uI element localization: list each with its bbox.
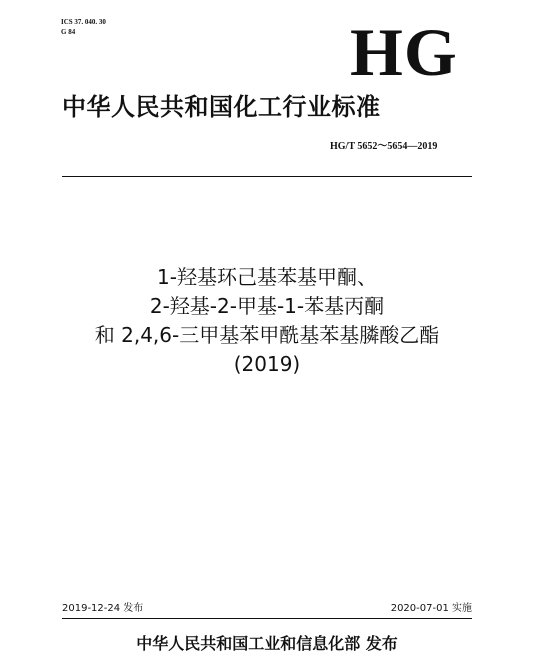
issue-date: 2019-12-24 发布	[62, 603, 144, 614]
title-line: 1-羟基环己基苯基甲酮、	[157, 265, 377, 289]
title-line: 和 2,4,6-三甲基苯甲酰基苯基膦酸乙酯	[94, 323, 440, 347]
standard-codes	[61, 17, 106, 37]
header-divider	[62, 176, 472, 177]
document-title	[62, 263, 472, 379]
issuing-authority: 中华人民共和国工业和信息化部 发布	[136, 634, 398, 653]
implementation-date: 2020-07-01 实施	[390, 603, 472, 614]
title-year: (2019)	[233, 352, 301, 376]
classification-code: G 84	[61, 28, 76, 36]
hg-logo: HG	[350, 14, 458, 90]
footer-divider	[62, 618, 472, 619]
title-line: 2-羟基-2-甲基-1-苯基丙酮	[149, 294, 385, 318]
ics-code: ICS 37. 040. 30	[61, 18, 106, 26]
organization-title: 中华人民共和国化工行业标准	[62, 93, 381, 121]
standard-number: HG/T 5652～5654—2019	[330, 141, 438, 152]
